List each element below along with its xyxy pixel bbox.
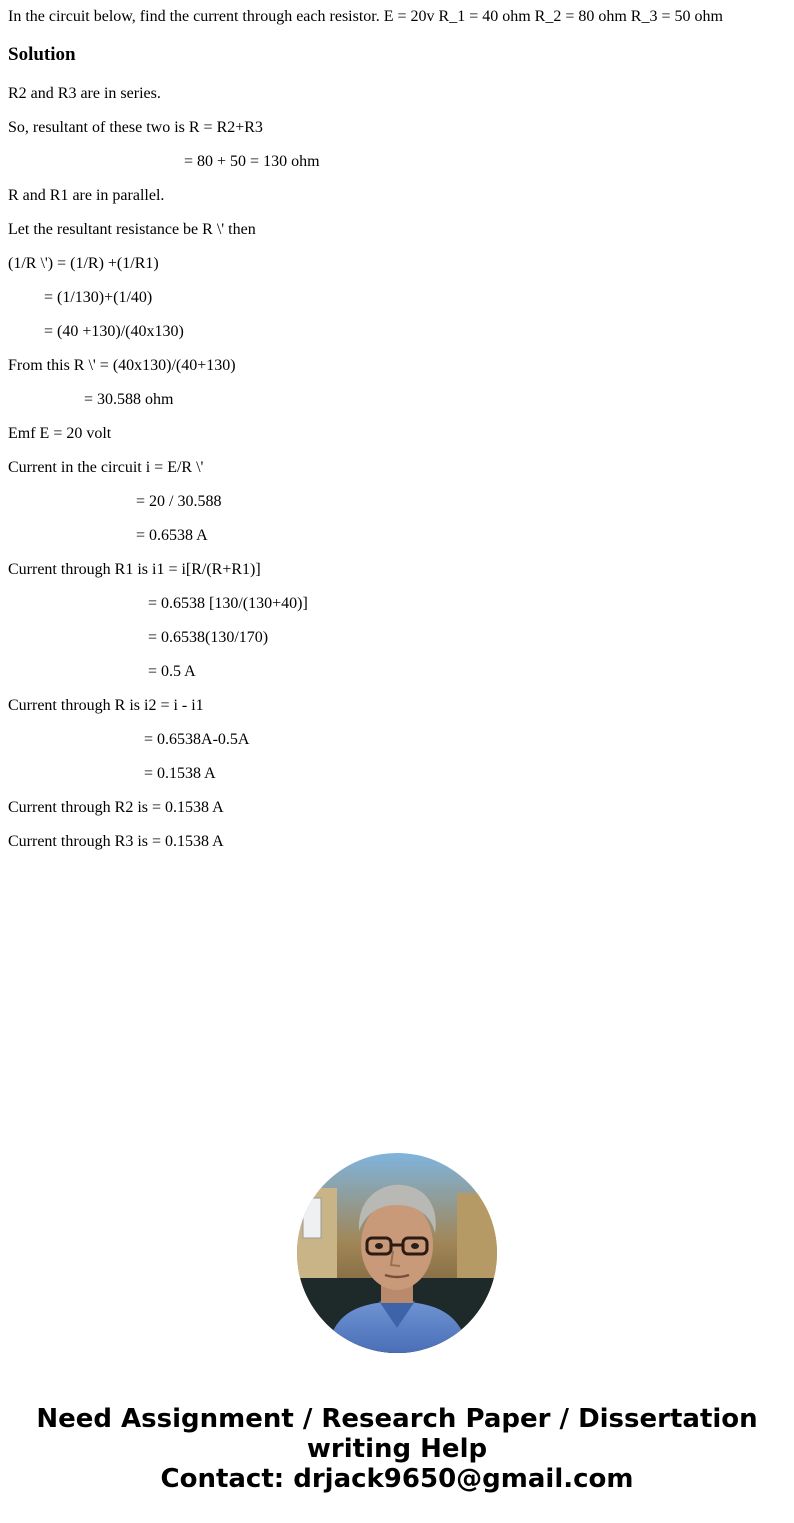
solution-line: Current through R is i2 = i - i1 — [8, 697, 204, 714]
solution-line: Current in the circuit i = E/R \' — [8, 459, 204, 476]
person-photo-icon — [297, 1153, 497, 1353]
banner-line: Need Assignment / Research Paper / Dissertation — [36, 1404, 758, 1434]
solution-line: = 0.6538(130/170) — [148, 629, 269, 646]
solution-line: = (40 +130)/(40x130) — [44, 323, 184, 340]
solution-line: R and R1 are in parallel. — [8, 187, 165, 204]
solution-line: (1/R \') = (1/R) +(1/R1) — [8, 255, 159, 272]
solution-line: Current through R3 is = 0.1538 A — [8, 833, 224, 850]
solution-line: = 80 + 50 = 130 ohm — [184, 153, 320, 170]
solution-line: From this R \' = (40x130)/(40+130) — [8, 357, 236, 374]
solution-line: = 0.1538 A — [144, 765, 216, 782]
solution-line: = 0.6538 A — [136, 527, 208, 544]
solution-line: = 0.5 A — [148, 663, 196, 680]
contact-email: Contact: drjack9650@gmail.com — [160, 1464, 634, 1494]
solution-line: Let the resultant resistance be R \' then — [8, 221, 256, 238]
solution-line: Emf E = 20 volt — [8, 425, 112, 442]
solution-line: = 0.6538A-0.5A — [144, 731, 250, 748]
contact-banner — [0, 1404, 794, 1494]
solution-heading: Solution — [8, 44, 76, 65]
solution-line: Current through R2 is = 0.1538 A — [8, 799, 224, 816]
solution-line: = 30.588 ohm — [84, 391, 174, 408]
solution-line: Current through R1 is i1 = i[R/(R+R1)] — [8, 561, 261, 578]
banner-line: writing Help — [306, 1434, 488, 1464]
author-photo — [297, 1153, 497, 1353]
solution-line: R2 and R3 are in series. — [8, 85, 161, 102]
solution-line: = 0.6538 [130/(130+40)] — [148, 595, 308, 612]
question-text: In the circuit below, find the current through each resistor. E = 20v R_1 = 40 ohm R_2 = 80 ohm R_3 = 50 ohm — [8, 8, 723, 25]
solution-line: So, resultant of these two is R = R2+R3 — [8, 119, 263, 136]
solution-line: = 20 / 30.588 — [136, 493, 222, 510]
solution-line: = (1/130)+(1/40) — [44, 289, 153, 306]
